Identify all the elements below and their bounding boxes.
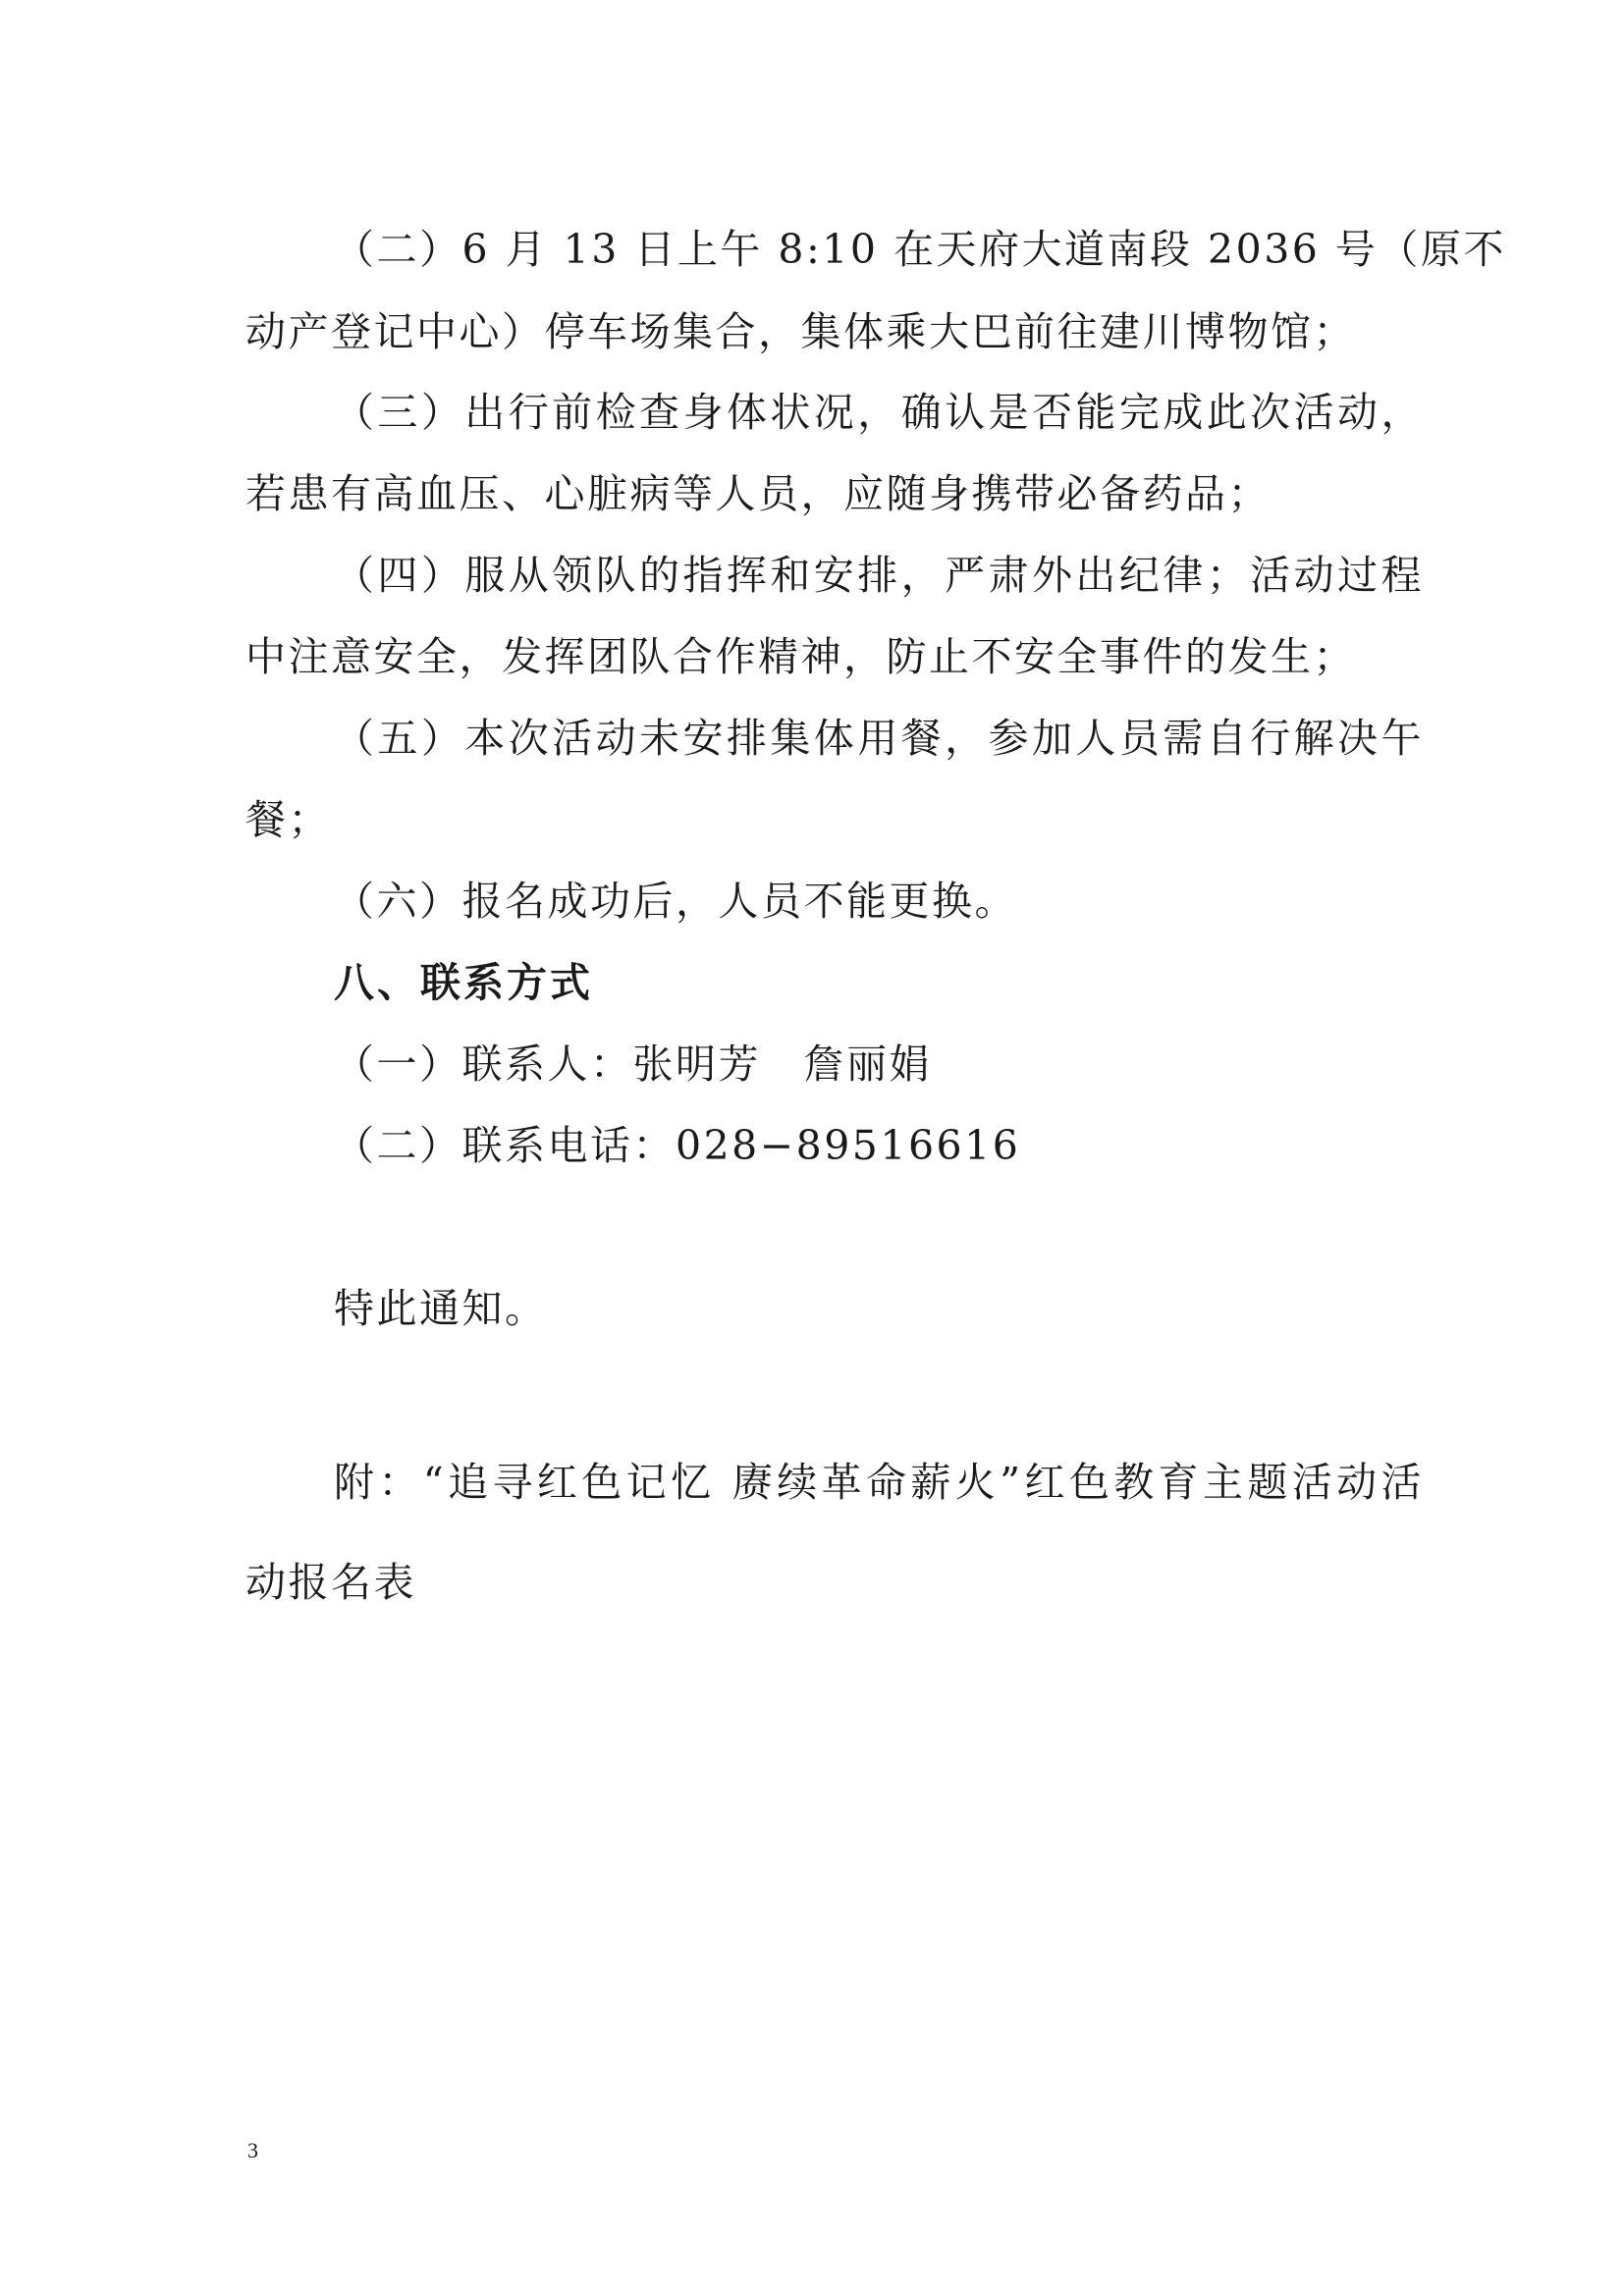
paragraph-4-line-1: （四）服从领队的指挥和安排，严肃外出纪律；活动过程 [334,552,1424,599]
paragraph-3-line-1: （三）出行前检查身体状况，确认是否能完成此次活动， [334,389,1424,436]
attachment-line-2: 动报名表 [245,1559,416,1606]
paragraph-2-line-2: 动产登记中心）停车场集合，集体乘大巴前往建川博物馆； [245,308,1356,355]
contact-person: （一）联系人：张明芳 詹丽娟 [334,1041,932,1088]
closing-notice: 特此通知。 [334,1285,548,1332]
paragraph-6-line-1: （六）报名成功后，人员不能更换。 [334,878,1017,925]
section-heading-contact: 八、联系方式 [334,959,593,1006]
paragraph-5-line-2: 餐； [245,796,331,843]
paragraph-2-line-1: （二）6 月 13 日上午 8:10 在天府大道南段 2036 号（原不 [334,226,1506,273]
page-number: 3 [247,2138,258,2163]
contact-phone: （二）联系电话：028−89516616 [334,1122,1021,1169]
paragraph-3-line-2: 若患有高血压、心脏病等人员，应随身携带必备药品； [245,470,1271,517]
paragraph-4-line-2: 中注意安全，发挥团队合作精神，防止不安全事件的发生； [245,633,1356,680]
paragraph-5-line-1: （五）本次活动未安排集体用餐，参加人员需自行解决午 [334,715,1424,762]
attachment-line-1: 附：“追寻红色记忆 赓续革命薪火”红色教育主题活动活 [334,1459,1424,1506]
